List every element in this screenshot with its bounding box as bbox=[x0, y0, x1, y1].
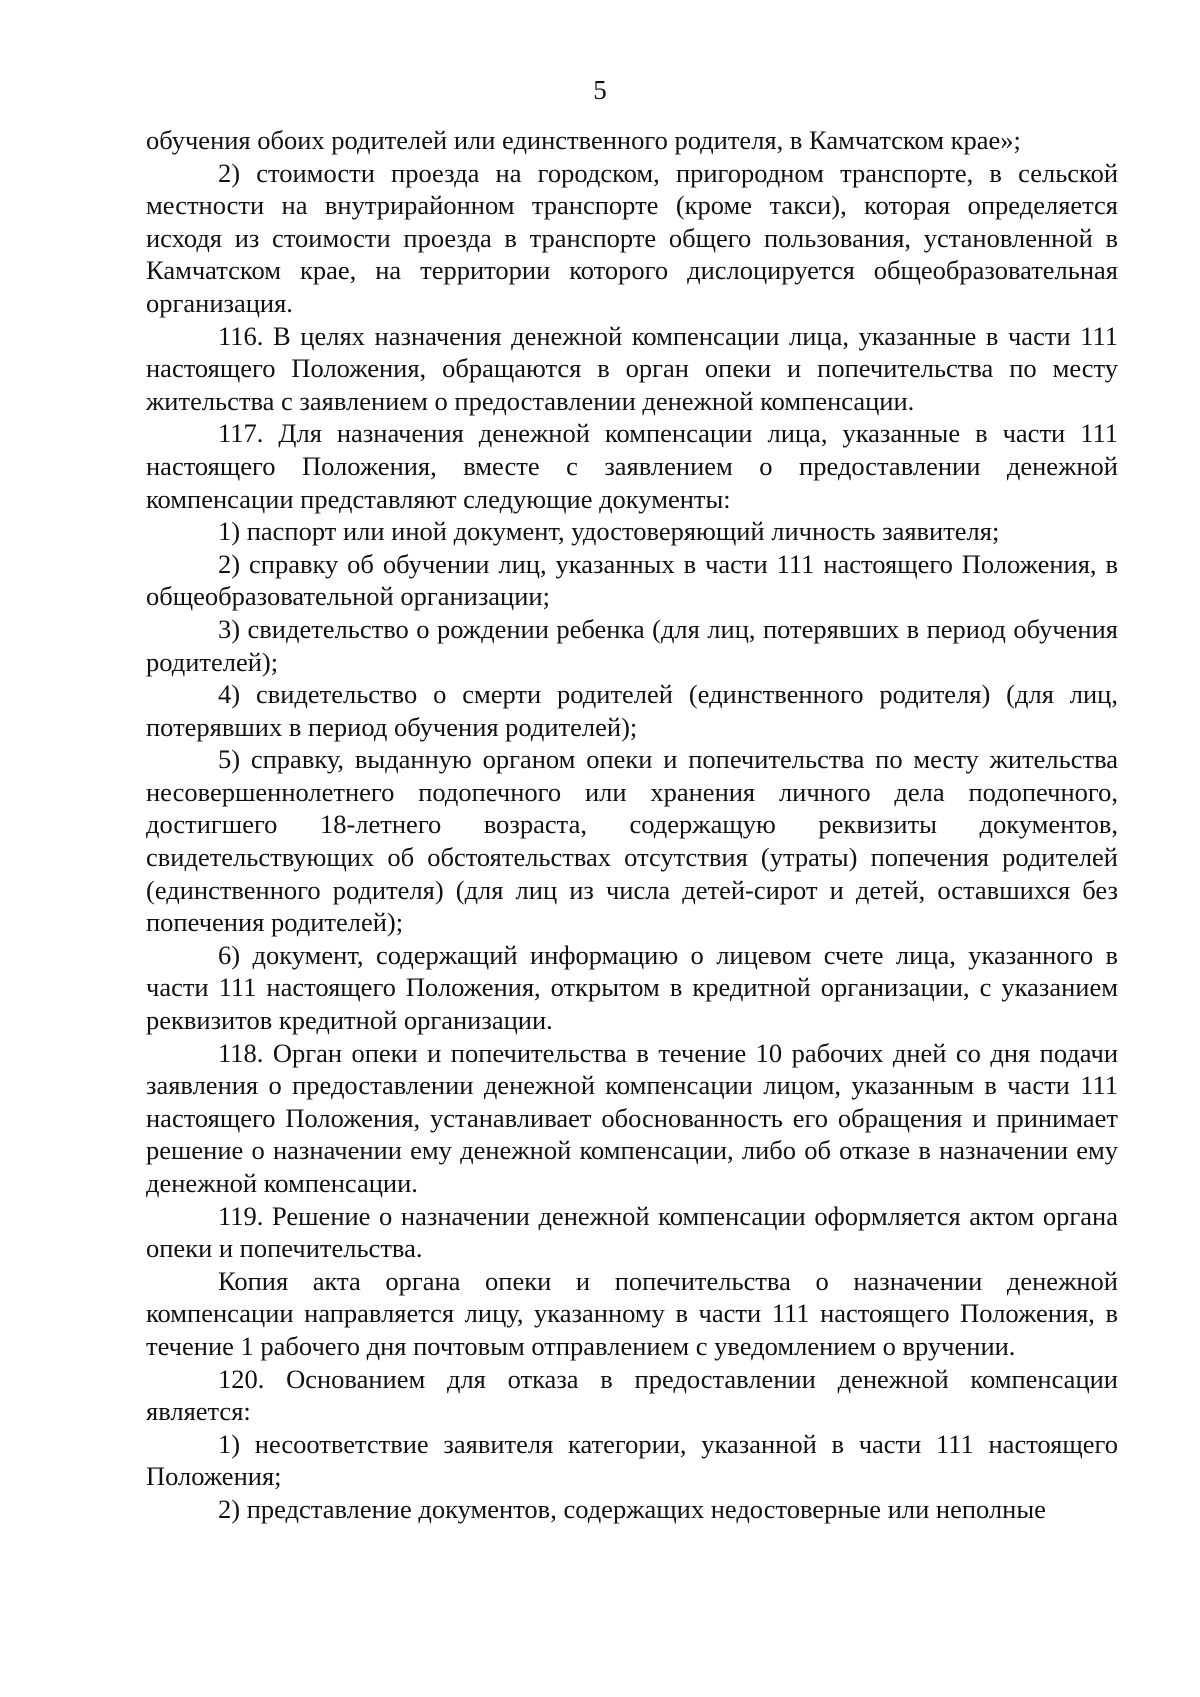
paragraph-copy-of-act: Копия акта органа опеки и попечительства о назначении денежной компенсации направляется лицу, указанному в части 111 настоящего Положения, в течение 1 рабочего дня почтовым отправлением с уведомлением о вручении. bbox=[146, 1265, 1118, 1361]
page-number: 5 bbox=[593, 75, 607, 105]
paragraph-continuation: обучения обоих родителей или единственного родителя, в Камчатском крае»; bbox=[146, 125, 1021, 155]
paragraph-116: 116. В целях назначения денежной компенсации лица, указанные в части 111 настоящего Положения, обращаются в орган опеки и попечительства по месту жительства с заявлением о предоставлении денежной компенсации. bbox=[146, 320, 1118, 416]
list-item-bank-account: 6) документ, содержащий информацию о лицевом счете лица, указанного в части 111 настоящего Положения, открытом в кредитной организации, с указанием реквизитов кредитной организации. bbox=[146, 939, 1118, 1036]
list-item-category-mismatch: 1) несоответствие заявителя категории, указанной в части 111 настоящего Положения; bbox=[146, 1428, 1118, 1492]
document-body bbox=[146, 124, 1118, 1526]
paragraph-travel-cost: 2) стоимости проезда на городском, пригородном транспорте, в сельской местности на внутрирайонном транспорте (кроме такси), которая определяется исходя из стоимости проезда в транспорте общего пользования, установленной в Камчатском крае, на территории которого дислоцируется общеобразовательная организация. bbox=[146, 157, 1118, 318]
list-item-invalid-documents: 2) представление документов, содержащих недостоверные или неполные bbox=[218, 1493, 1046, 1524]
list-item-study-certificate: 2) справку об обучении лиц, указанных в части 111 настоящего Положения, в общеобразовательной организации; bbox=[146, 548, 1118, 612]
list-item-passport: 1) паспорт или иной документ, удостоверяющий личность заявителя; bbox=[218, 516, 1000, 547]
paragraph-117: 117. Для назначения денежной компенсации лица, указанные в части 111 настоящего Положения, вместе с заявлением о предоставлении денежной компенсации представляют следующие документы: bbox=[146, 418, 1118, 514]
list-item-guardianship-certificate: 5) справку, выданную органом опеки и попечительства по месту жительства несовершеннолетнего подопечного или хранения личного дела подопечного, достигшего 18-летнего возраста, содержащую реквизиты документов, свидетельствующих об обстоятельствах отсутствия (утраты) попечения родителей (единственного родителя) (для лиц из числа детей-сирот и детей, оставшихся без попечения родителей); bbox=[146, 744, 1118, 938]
list-item-birth-certificate: 3) свидетельство о рождении ребенка (для лиц, потерявших в период обучения родителей); bbox=[146, 613, 1118, 677]
paragraph-119: 119. Решение о назначении денежной компенсации оформляется актом органа опеки и попечительства. bbox=[146, 1200, 1118, 1264]
paragraph-118: 118. Орган опеки и попечительства в течение 10 рабочих дней со дня подачи заявления о предоставлении денежной компенсации лицом, указанным в части 111 настоящего Положения, устанавливает обоснованность его обращения и принимает решение о назначении ему денежной компенсации, либо об отказе в назначении ему денежной компенсации. bbox=[146, 1037, 1118, 1198]
paragraph-120: 120. Основанием для отказа в предоставлении денежной компенсации является: bbox=[146, 1363, 1118, 1427]
list-item-death-certificate: 4) свидетельство о смерти родителей (единственного родителя) (для лиц, потерявших в период обучения родителей); bbox=[146, 679, 1118, 742]
